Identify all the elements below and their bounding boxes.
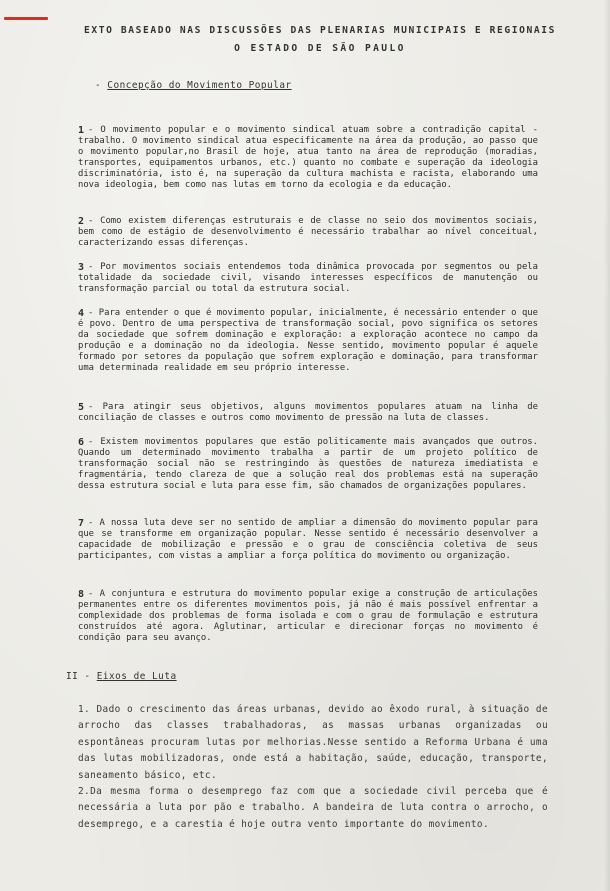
paragraph-8 — [78, 589, 538, 644]
red-ink-mark — [4, 17, 48, 20]
paragraph-text: - A conjuntura e estrutura do movimento popular exige a construção de articulações permanentes entre os diferentes movimentos pois, já não é mais possível enfrentar a complexidade dos problemas de forma isolada e com o grau de formulação e estrutura construídos até agora. Aglutinar, articular e direcionar forças no movimento é condição para seu avanço. — [78, 589, 538, 644]
paragraph-text: - A nossa luta deve ser no sentido de ampliar a dimensão do movimento popular para que se transforme em organização popular. Nesse sentido é necessário desenvolver a capacidade de mobilização e pressão e o grau de consciência coletiva de seus participantes, com vistas a ampliar a força política do movimento ou organização. — [78, 518, 538, 562]
paragraph-number: 2 — [78, 216, 85, 227]
document-title-line2: O ESTADO DE SÃO PAULO — [234, 43, 406, 54]
paragraph-1 — [78, 125, 538, 192]
document-title-line1: EXTO BASEADO NAS DISCUSSÕES DAS PLENARIAS MUNICIPAIS E REGIONAIS — [83, 25, 557, 36]
paragraph-number: 1 — [78, 125, 85, 136]
paragraph-4 — [78, 308, 538, 375]
paragraph-2 — [78, 216, 538, 249]
section-prefix: - — [95, 80, 108, 91]
section-title: Eixos de Luta — [96, 671, 177, 682]
eixos-paragraph-1: 1. Dado o crescimento das áreas urbanas, devido ao êxodo rural, à situação de arrocho das classes trabalhadoras, as massas urbanas organizadas ou espontâneas procuram lutas por melhorias.Nesse sentido a Reforma Urbana é uma das lutas mobilizadoras, onde está a habitação, saúde, educação, transporte, saneamento básico, etc. — [78, 704, 548, 781]
eixos-paragraph-2: 2.Da mesma forma o desemprego faz com que a sociedade civil perceba que é necessária a luta por pão e trabalho. A bandeira de luta contra o arrocho, o desemprego, e a carestia é hoje outra vento importante do movimento. — [78, 786, 548, 830]
paragraph-number: 5 — [78, 402, 85, 413]
paragraph-3 — [78, 262, 538, 295]
paragraph-number: 7 — [78, 518, 85, 529]
section-title: Concepção do Movimento Popular — [107, 80, 292, 91]
paragraph-text: - Para atingir seus objetivos, alguns movimentos populares atuam na linha de conciliação de classes e outros como movimento de pressão na luta de classes. — [78, 402, 538, 424]
paragraph-number: 6 — [78, 437, 85, 448]
section-heading-eixos — [66, 671, 177, 682]
paragraph-text: - Como existem diferenças estruturais e de classe no seio dos movimentos sociais, bem como de estágio de desenvolvimento é necessário trabalhar ao nível conceitual, caracterizando essas diferenças. — [78, 216, 538, 249]
eixos-body — [78, 702, 548, 833]
paragraph-text: - O movimento popular e o movimento sindical atuam sobre a contradição capital - trabalho. O movimento sindical atua especificamente na área da produção, ao passo que o movimento popular,no Brasil de hoje, atua tanto na área de reprodução (moradias, transportes, equipamentos urbanos, etc.) quanto no combate e superação da ideologia discriminatória, isto é, na superação da cultura machista e racista, elaborando uma nova ideologia, bem como nas lutas em torno da ecologia e da educação. — [78, 125, 538, 191]
paragraph-6 — [78, 437, 538, 492]
paragraph-text: - Por movimentos sociais entendemos toda dinâmica provocada por segmentos ou pela totalidade da sociedade civil, visando interesses específicos de manutenção ou transformação parcial ou total da estrutura social. — [78, 262, 538, 295]
paragraph-7 — [78, 518, 538, 562]
paragraph-text: - Para entender o que é movimento popular, inicialmente, é necessário entender o que é povo. Dentro de uma perspectiva de transformação social, povo significa os setores da sociedade que sofrem dominação e exploração: a exploração acontece no campo da produção e a dominação no da ideologia. Nesse sentido, movimento popular é aquele formado por setores da população que sofrem exploração e dominação, para transformar uma determinada realidade em seu próprio interesse. — [78, 308, 538, 374]
section-heading-concepcao — [95, 80, 292, 91]
page-edge-shadow — [604, 0, 610, 891]
paragraph-text: - Existem movimentos populares que estão politicamente mais avançados que outros. Quando um determinado movimento trabalha a partir de um projeto político de transformação social não se restringindo às questões de natureza imediatista e fragmentária, tendo clareza de que a solução real dos problemas está na superação dessa estrutura social e luta para esse fim, são chamados de organizações populares. — [78, 437, 538, 492]
section-prefix: II - — [66, 671, 97, 682]
paragraph-5 — [78, 402, 538, 424]
paragraph-number: 3 — [78, 262, 85, 273]
paragraph-number: 8 — [78, 589, 85, 600]
paragraph-number: 4 — [78, 308, 85, 319]
